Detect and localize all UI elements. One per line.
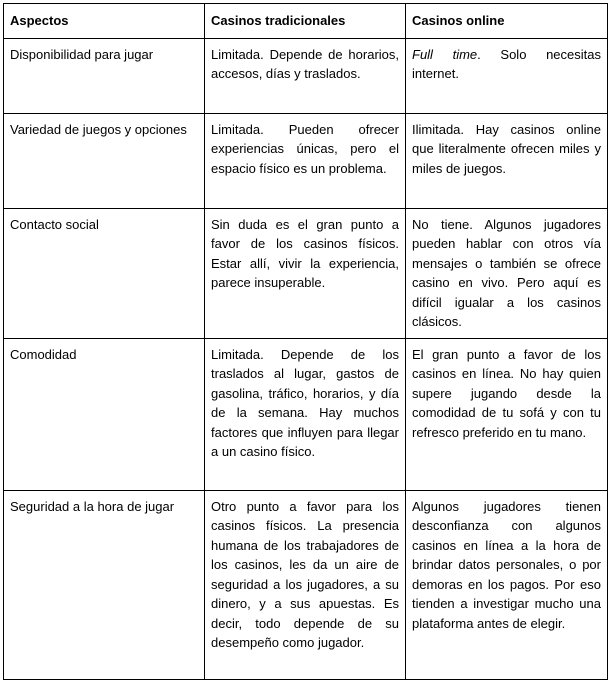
online-cell: [406, 38, 608, 113]
table-row: [4, 490, 608, 679]
header-online-casinos: Casinos online: [406, 4, 608, 39]
header-traditional-casinos: Casinos tradicionales: [205, 4, 406, 39]
aspect-cell: Comodidad: [4, 338, 205, 490]
traditional-cell: Limitada. Depende de los traslados al lugar, gastos de gasolina, tráfico, horarios, y día de la semana. Hay muchos factores que influyen para llegar a un casino físico.: [205, 338, 406, 490]
table-row: [4, 208, 608, 338]
aspect-cell: Seguridad a la hora de jugar: [4, 490, 205, 679]
online-emphasis: Full time: [412, 46, 478, 62]
online-cell: Ilimitada. Hay casinos online que literalmente ofrecen miles y miles de juegos.: [406, 113, 608, 208]
online-cell: Algunos jugadores tienen desconfianza con algunos casinos en línea a la hora de brindar datos personales, o por demoras en los pagos. Por eso tienden a investigar mucho una plataforma antes de elegir.: [406, 490, 608, 679]
table-row: [4, 338, 608, 490]
traditional-cell: Otro punto a favor para los casinos físicos. La presencia humana de los trabajadores de los casinos, les da un aire de seguridad a los jugadores, a su dinero, y a sus apuestas. Es decir, todo depende de su desempeño como jugador.: [205, 490, 406, 679]
traditional-cell: Limitada. Depende de horarios, accesos, días y traslados.: [205, 38, 406, 113]
aspect-cell: Disponibilidad para jugar: [4, 38, 205, 113]
header-row: [4, 4, 608, 39]
online-cell: El gran punto a favor de los casinos en línea. No hay quien supere jugando desde la comodidad de tu sofá y con tu refresco preferido en tu mano.: [406, 338, 608, 490]
header-aspects: Aspectos: [4, 4, 205, 39]
online-text: . Solo necesitas internet.: [412, 46, 601, 81]
online-cell: No tiene. Algunos jugadores pueden hablar con otros vía mensajes o también se ofrece casino en vivo. Pero aquí es difícil igualar a los casinos clásicos.: [406, 208, 608, 338]
traditional-cell: Sin duda es el gran punto a favor de los casinos físicos. Estar allí, vivir la experiencia, parece insuperable.: [205, 208, 406, 338]
aspect-cell: Contacto social: [4, 208, 205, 338]
comparison-table: [3, 3, 608, 680]
table-row: [4, 113, 608, 208]
aspect-cell: Variedad de juegos y opciones: [4, 113, 205, 208]
traditional-cell: Limitada. Pueden ofrecer experiencias únicas, pero el espacio físico es un problema.: [205, 113, 406, 208]
table-row: [4, 38, 608, 113]
